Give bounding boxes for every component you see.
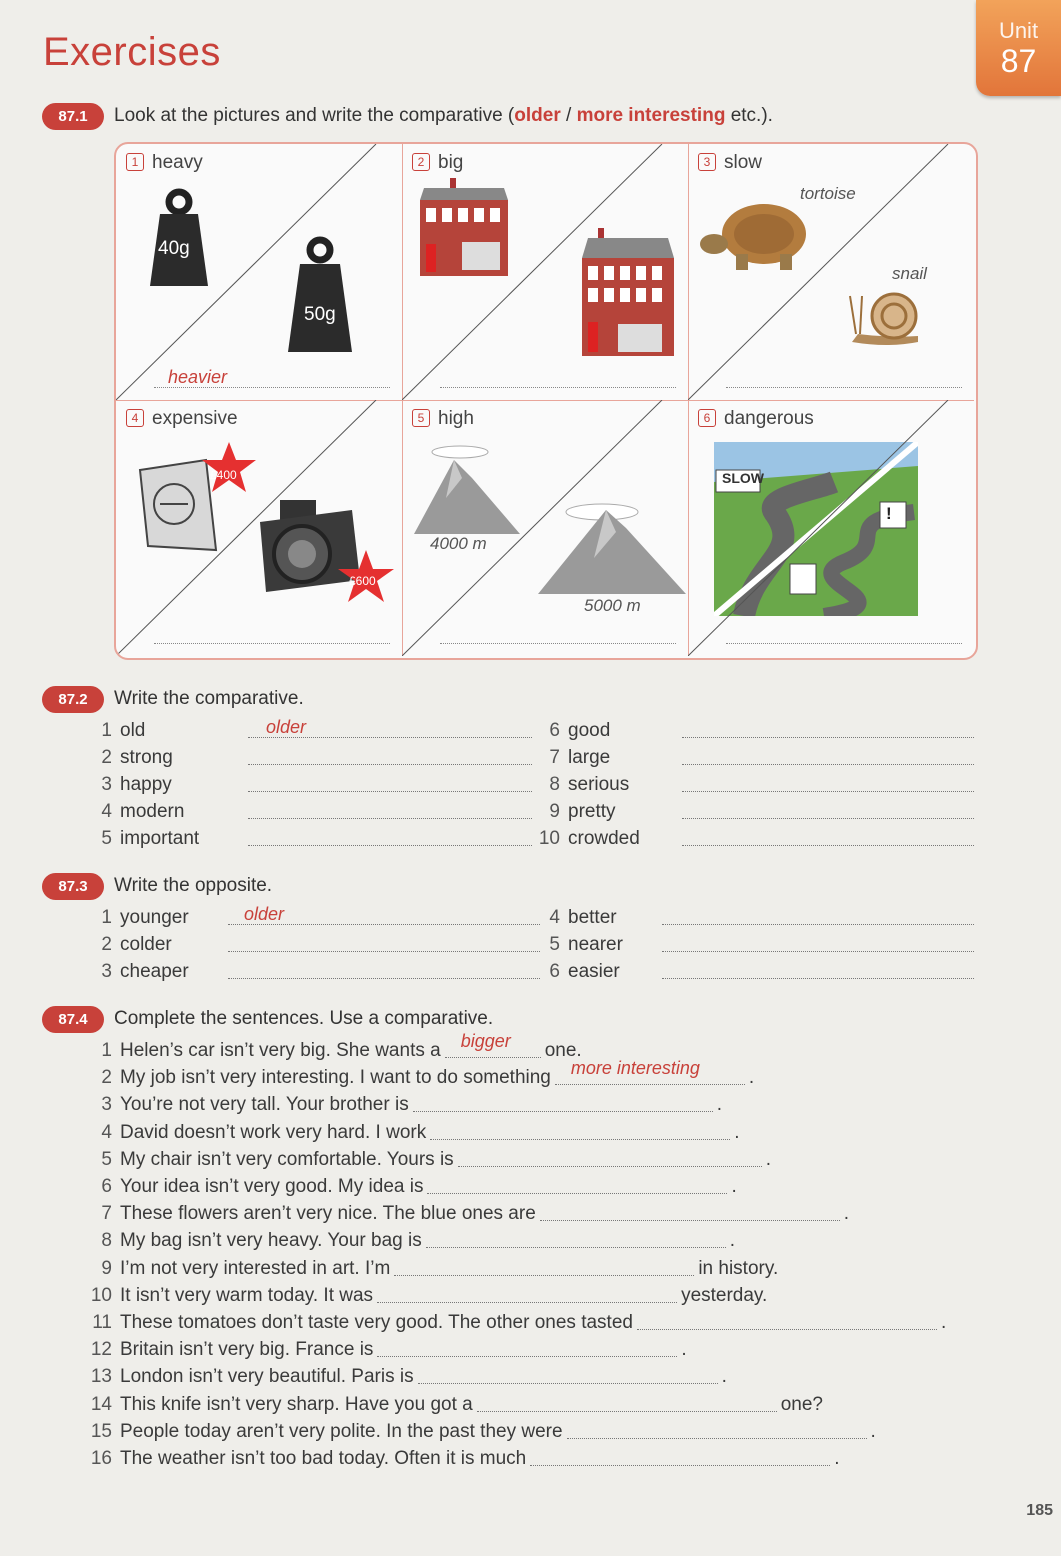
diagonal-divider	[688, 400, 974, 656]
instr-highlight-older: older	[514, 105, 561, 126]
sentence-start: David doesn’t work very hard. I work	[120, 1121, 427, 1143]
item-number: 5	[549, 934, 560, 955]
item-number: 9	[549, 801, 560, 822]
item-number: 6	[549, 720, 560, 741]
list-item	[534, 774, 629, 796]
item-number: 2	[101, 747, 112, 768]
answer-line[interactable]	[682, 791, 974, 792]
tortoise-icon	[700, 196, 820, 276]
sentence-end: .	[721, 1366, 727, 1388]
item-number: 4	[549, 907, 560, 928]
sentence-end: .	[940, 1312, 947, 1333]
item-number: 7	[101, 1203, 112, 1225]
sentence-start: Your idea isn’t very good. My idea is	[120, 1176, 424, 1197]
item-number: 7	[549, 747, 560, 768]
sentence-start: I’m not very interested in art. I’m	[120, 1257, 391, 1279]
sentence-end: .	[843, 1203, 850, 1225]
sentence-end: .	[681, 1339, 687, 1361]
item-word: better	[568, 907, 617, 928]
sentence-item	[86, 1258, 778, 1280]
item-word: happy	[120, 774, 172, 795]
weight-label-40g: 40g	[158, 238, 190, 259]
item-number: 12	[90, 1339, 112, 1361]
cell-word: slow	[724, 152, 763, 173]
cell-word: dangerous	[724, 408, 814, 429]
cell-word: heavy	[152, 152, 203, 173]
item-word: pretty	[568, 801, 616, 822]
unit-tab	[976, 0, 1061, 96]
sentence-end: .	[765, 1148, 771, 1170]
answer-line[interactable]	[418, 1369, 718, 1384]
sentence-start: These tomatoes don’t taste very good. The other ones tasted	[120, 1312, 633, 1333]
cell-label	[126, 408, 238, 430]
list-item	[86, 720, 145, 742]
sentence-end: yesterday.	[681, 1284, 768, 1306]
cell-word: big	[438, 152, 464, 173]
sentence-item	[86, 1176, 737, 1198]
sentence-end: in history.	[698, 1257, 779, 1279]
tortoise-caption: tortoise	[800, 184, 856, 203]
sentence-start: It isn’t very warm today. It was	[120, 1284, 374, 1306]
answer-line[interactable]	[248, 764, 532, 765]
handwritten-answer: more interesting	[570, 1058, 700, 1079]
sentence-item	[86, 1448, 840, 1470]
list-item	[534, 828, 640, 850]
price-400: £400	[210, 468, 237, 482]
cell-number: 1	[126, 153, 144, 171]
list-item	[86, 828, 199, 850]
sentence-end: .	[716, 1094, 722, 1116]
price-600: £600	[349, 574, 376, 588]
answer-line[interactable]	[682, 845, 974, 846]
item-number: 4	[101, 801, 112, 822]
sentence-start: People today aren’t very polite. In the past they were	[120, 1420, 563, 1442]
sentence-end: .	[748, 1067, 755, 1089]
item-word: good	[568, 720, 611, 741]
sentence-start: These flowers aren’t very nice. The blue ones are	[120, 1203, 536, 1225]
answer-line[interactable]	[555, 1058, 745, 1085]
sentence-item	[86, 1230, 735, 1252]
item-word: serious	[568, 774, 630, 795]
item-word: important	[120, 828, 200, 849]
sentence-start: London isn’t very beautiful. Paris is	[120, 1366, 414, 1388]
item-number: 3	[101, 774, 112, 795]
answer-line[interactable]	[567, 1424, 867, 1439]
sentence-item	[86, 1285, 767, 1307]
sentence-start: My chair isn’t very comfortable. Yours is	[120, 1148, 454, 1170]
answer-line[interactable]	[726, 386, 962, 388]
item-number: 9	[101, 1257, 112, 1279]
answer-line[interactable]	[440, 642, 676, 644]
instr-text: Look at the pictures and write the comparative (	[114, 105, 515, 126]
exercise-87-3-instruction: Write the opposite.	[114, 875, 273, 896]
list-item	[534, 720, 610, 742]
picture-cell-slow	[688, 144, 974, 401]
cell-number: 5	[412, 409, 430, 427]
handwritten-answer: heavier	[168, 367, 228, 387]
answer-line[interactable]	[248, 791, 532, 792]
picture-cell-big	[402, 144, 689, 401]
item-number: 5	[101, 828, 112, 849]
sentence-end: .	[834, 1448, 840, 1469]
sentence-item	[86, 1339, 687, 1361]
answer-line[interactable]	[662, 978, 974, 979]
answer-line[interactable]	[445, 1031, 541, 1058]
mountain-5000-icon	[536, 498, 686, 598]
sentence-start: The weather isn’t too bad today. Often it is much	[120, 1448, 527, 1469]
answer-line[interactable]	[228, 978, 540, 979]
list-item	[534, 961, 620, 983]
page-number: 185	[1026, 1502, 1053, 1519]
cell-label	[412, 408, 474, 430]
sentence-item	[86, 1312, 946, 1334]
answer-line[interactable]	[637, 1315, 937, 1330]
item-number: 10	[538, 828, 560, 849]
answer-line[interactable]	[530, 1451, 830, 1466]
item-word: cheaper	[120, 961, 189, 982]
exercise-badge-87-2: 87.2	[42, 686, 104, 713]
list-item	[86, 961, 189, 983]
item-number: 6	[549, 961, 560, 982]
cell-number: 2	[412, 153, 430, 171]
sentence-end: .	[729, 1230, 735, 1252]
instr-highlight-more-interesting: more interesting	[576, 105, 726, 126]
answer-line[interactable]	[248, 818, 532, 819]
sentence-start: You’re not very tall. Your brother is	[120, 1094, 409, 1116]
exercise-87-2-instruction: Write the comparative.	[114, 688, 304, 709]
exercise-87-4-instruction: Complete the sentences. Use a comparative.	[114, 1008, 494, 1029]
picture-cell-high	[402, 400, 689, 656]
sentence-item	[86, 1421, 876, 1443]
handwritten-answer: older	[266, 717, 307, 737]
item-number: 8	[549, 774, 560, 795]
cell-number: 3	[698, 153, 716, 171]
sentence-item	[86, 1031, 582, 1062]
item-number: 2	[101, 934, 112, 955]
sentence-start: My job isn’t very interesting. I want to do something	[120, 1067, 551, 1089]
exercise-badge-87-3: 87.3	[42, 873, 104, 900]
item-number: 6	[101, 1176, 112, 1197]
answer-line[interactable]	[430, 1125, 730, 1140]
sentence-item	[86, 1366, 727, 1388]
answer-line[interactable]	[394, 1261, 694, 1276]
list-item	[86, 801, 184, 823]
big-house-icon	[578, 228, 678, 358]
item-word: crowded	[568, 828, 640, 849]
weight-label-50g: 50g	[304, 304, 336, 325]
sentence-item	[86, 1203, 849, 1225]
answer-line[interactable]	[682, 764, 974, 765]
unit-number: 87	[1000, 43, 1037, 79]
snail-icon	[848, 286, 922, 348]
sentence-start: Britain isn’t very big. France is	[120, 1339, 374, 1361]
list-item	[534, 934, 623, 956]
warning-sign-text: !	[886, 504, 892, 523]
cell-number: 6	[698, 409, 716, 427]
sentence-item	[86, 1149, 771, 1171]
sentence-end: .	[731, 1176, 737, 1197]
cell-label	[126, 152, 203, 174]
answer-line[interactable]	[540, 1206, 840, 1221]
answer-line[interactable]	[662, 924, 974, 925]
item-number: 1	[101, 1040, 112, 1061]
sentence-item	[86, 1394, 823, 1416]
sentence-end: .	[734, 1121, 740, 1143]
answer-line[interactable]	[377, 1288, 677, 1303]
cell-label	[412, 152, 463, 174]
answer-line[interactable]	[377, 1342, 677, 1357]
item-number: 15	[90, 1420, 112, 1442]
sentence-item	[86, 1122, 740, 1144]
weight-50g-icon	[284, 236, 358, 354]
answer-line[interactable]	[726, 642, 962, 644]
answer-line[interactable]	[154, 642, 390, 644]
answer-line[interactable]	[228, 951, 540, 952]
mountain-caption-5000: 5000 m	[584, 596, 641, 615]
picture-cell-expensive	[116, 400, 403, 656]
snail-caption: snail	[892, 264, 927, 283]
sentence-end: one?	[780, 1393, 823, 1415]
item-word: younger	[120, 907, 189, 928]
answer-line[interactable]	[248, 845, 532, 846]
handwritten-answer: bigger	[460, 1031, 511, 1051]
answer-line[interactable]	[440, 386, 676, 388]
answer-line[interactable]	[413, 1097, 713, 1112]
instr-text-end: etc.).	[725, 105, 773, 126]
item-number: 13	[90, 1366, 112, 1388]
small-house-icon	[416, 178, 512, 278]
page-title: Exercises	[43, 30, 221, 74]
sentence-end: one.	[544, 1040, 582, 1061]
item-word: large	[568, 747, 611, 768]
slow-sign-text: SLOW	[722, 470, 764, 486]
list-item	[534, 747, 610, 769]
list-item	[86, 747, 173, 769]
unit-label: Unit	[998, 18, 1039, 43]
item-number: 3	[101, 1094, 112, 1116]
answer-line[interactable]	[458, 1152, 762, 1167]
list-item	[534, 801, 616, 823]
mountain-4000-icon	[410, 438, 520, 538]
exercise-badge-87-4: 87.4	[42, 1006, 104, 1033]
handwritten-answer: older	[244, 904, 285, 924]
item-number: 1	[101, 907, 112, 928]
sentence-item	[86, 1058, 755, 1089]
answer-line[interactable]	[427, 1179, 727, 1194]
list-item	[86, 774, 172, 796]
exercise-87-1-instruction	[114, 105, 773, 127]
sentence-start: Helen’s car isn’t very big. She wants a	[120, 1040, 441, 1061]
item-word: modern	[120, 801, 185, 822]
cell-number: 4	[126, 409, 144, 427]
item-word: colder	[120, 934, 172, 955]
item-number: 3	[101, 961, 112, 982]
item-number: 14	[90, 1393, 112, 1415]
picture-cell-dangerous	[688, 400, 974, 656]
item-number: 8	[101, 1230, 112, 1252]
item-number: 4	[101, 1121, 112, 1143]
sentence-item	[86, 1094, 722, 1116]
cell-word: high	[438, 408, 474, 429]
mountain-caption-4000: 4000 m	[430, 534, 487, 553]
answer-line[interactable]	[682, 737, 974, 738]
item-number: 1	[101, 720, 112, 741]
list-item	[86, 934, 172, 956]
cell-label	[698, 152, 762, 174]
answer-line[interactable]	[682, 818, 974, 819]
item-number: 2	[101, 1067, 112, 1089]
item-word: old	[120, 720, 146, 741]
picture-cell-heavy	[116, 144, 403, 401]
item-word: easier	[568, 961, 620, 982]
answer-line[interactable]	[426, 1233, 726, 1248]
item-word: nearer	[568, 934, 623, 955]
cell-word: expensive	[152, 408, 238, 429]
answer-line[interactable]	[477, 1397, 777, 1412]
list-item	[534, 907, 617, 929]
sentence-start: My bag isn’t very heavy. Your bag is	[120, 1230, 422, 1252]
item-number: 10	[90, 1284, 112, 1306]
sentence-start: This knife isn’t very sharp. Have you got a	[120, 1393, 473, 1415]
list-item	[86, 907, 189, 929]
item-number: 11	[92, 1312, 112, 1333]
instr-sep: /	[560, 105, 577, 126]
sentence-end: .	[870, 1420, 876, 1442]
item-word: strong	[120, 747, 173, 768]
item-number: 5	[101, 1148, 112, 1170]
answer-line[interactable]	[662, 951, 974, 952]
exercise-badge-87-1: 87.1	[42, 103, 104, 130]
item-number: 16	[90, 1448, 112, 1469]
picture-grid	[114, 142, 978, 660]
